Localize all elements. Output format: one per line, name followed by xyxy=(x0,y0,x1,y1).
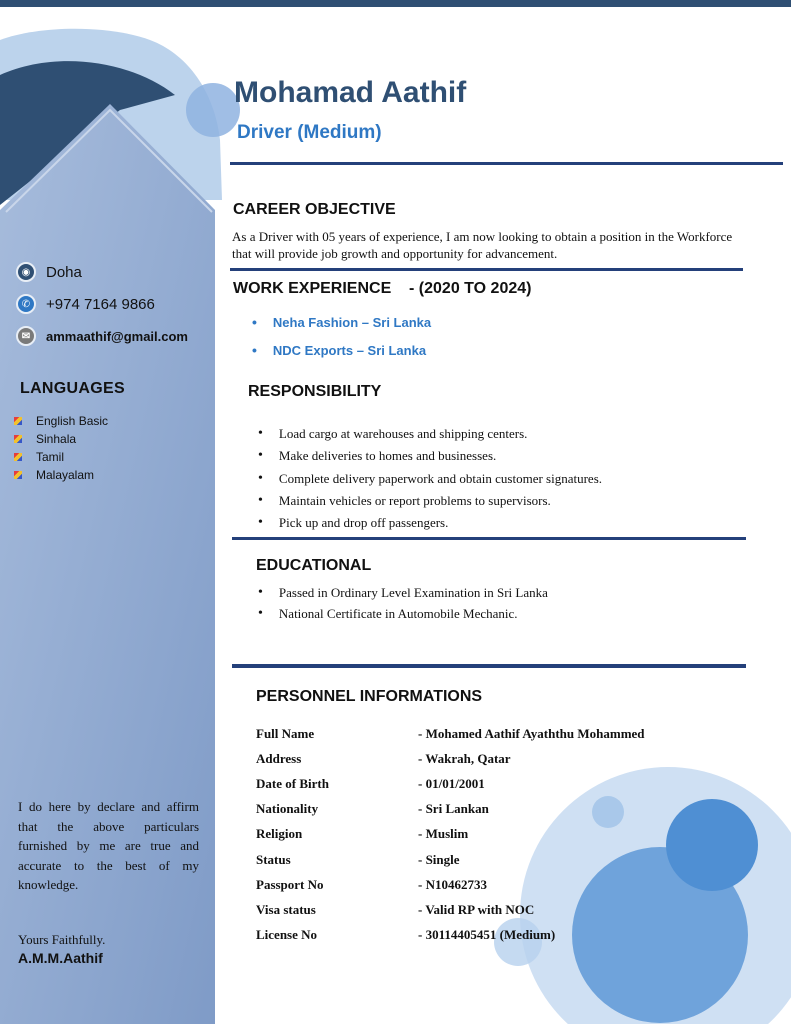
divider xyxy=(230,268,743,271)
phone-icon: ✆ xyxy=(16,294,36,314)
list-item: • Make deliveries to homes and businesses. xyxy=(258,445,602,467)
location-icon: ◉ xyxy=(16,262,36,282)
email-text[interactable]: ammaathif@gmail.com xyxy=(46,328,188,344)
list-item: • Passed in Ordinary Level Examination in Sri Lanka xyxy=(258,582,548,603)
table-row: Full Name - Mohamed Aathif Ayaththu Mohammed xyxy=(256,725,645,741)
deco-circle xyxy=(186,83,240,137)
list-item: • Load cargo at warehouses and shipping centers. xyxy=(258,423,602,445)
job-item: • NDC Exports – Sri Lanka xyxy=(252,336,431,364)
bullet-icon xyxy=(14,435,22,443)
list-item: • Complete delivery paperwork and obtain customer signatures. xyxy=(258,468,602,490)
education-heading: EDUCATIONAL xyxy=(256,557,372,574)
table-row: Passport No - N10462733 xyxy=(256,876,487,892)
candidate-name: Mohamad Aathif xyxy=(234,76,467,109)
career-text: As a Driver with 05 years of experience, I am now looking to obtain a position in the Workforce that will provide job growth and opportunity for advancement. xyxy=(232,229,733,261)
table-row: Address - Wakrah, Qatar xyxy=(256,750,511,766)
jobs-list xyxy=(252,308,431,364)
responsibility-list xyxy=(258,423,602,534)
language-item: Sinhala xyxy=(14,430,108,448)
career-heading: CAREER OBJECTIVE xyxy=(233,201,396,218)
language-item: English Basic xyxy=(14,412,108,430)
table-row: Date of Birth - 01/01/2001 xyxy=(256,775,485,791)
email-icon: ✉ xyxy=(16,326,36,346)
phone-text: +974 7164 9866 xyxy=(46,295,155,313)
education-list xyxy=(258,582,548,624)
language-item: Malayalam xyxy=(14,466,108,484)
divider xyxy=(232,664,746,668)
table-row: Nationality - Sri Lankan xyxy=(256,801,489,817)
table-row: Status - Single xyxy=(256,851,460,867)
declaration-text: I do here by declare and affirm that the above particulars furnished by me are true and accurate to the best of my knowledge. xyxy=(18,799,199,892)
contact-phone xyxy=(16,294,155,314)
languages-heading: LANGUAGES xyxy=(20,380,125,397)
location-text: Doha xyxy=(46,263,82,281)
list-item: • National Certificate in Automobile Mechanic. xyxy=(258,603,548,624)
table-row: Visa status - Valid RP with NOC xyxy=(256,901,535,917)
table-row: License No - 30114405451 (Medium) xyxy=(256,927,556,943)
list-item: • Maintain vehicles or report problems to supervisors. xyxy=(258,490,602,512)
bullet-icon xyxy=(14,471,22,479)
language-item: Tamil xyxy=(14,448,108,466)
deco-bubble-small xyxy=(666,799,758,891)
closing-text: Yours Faithfully. xyxy=(18,932,106,947)
bullet-icon xyxy=(14,453,22,461)
experience-heading: WORK EXPERIENCE - (2020 TO 2024) xyxy=(233,280,532,297)
contact-email[interactable] xyxy=(16,326,188,346)
personal-info-table xyxy=(256,721,645,948)
personal-heading: PERSONNEL INFORMATIONS xyxy=(256,688,483,705)
job-item: • Neha Fashion – Sri Lanka xyxy=(252,308,431,336)
divider xyxy=(230,162,783,165)
divider xyxy=(232,537,746,540)
contact-location xyxy=(16,262,82,282)
job-title: Driver (Medium) xyxy=(237,122,382,143)
bullet-icon xyxy=(14,417,22,425)
table-row: Religion - Muslim xyxy=(256,826,469,842)
responsibility-heading: RESPONSIBILITY xyxy=(248,383,382,400)
signature-name: A.M.M.Aathif xyxy=(18,950,103,966)
languages-list xyxy=(14,412,108,484)
list-item: • Pick up and drop off passengers. xyxy=(258,512,602,534)
